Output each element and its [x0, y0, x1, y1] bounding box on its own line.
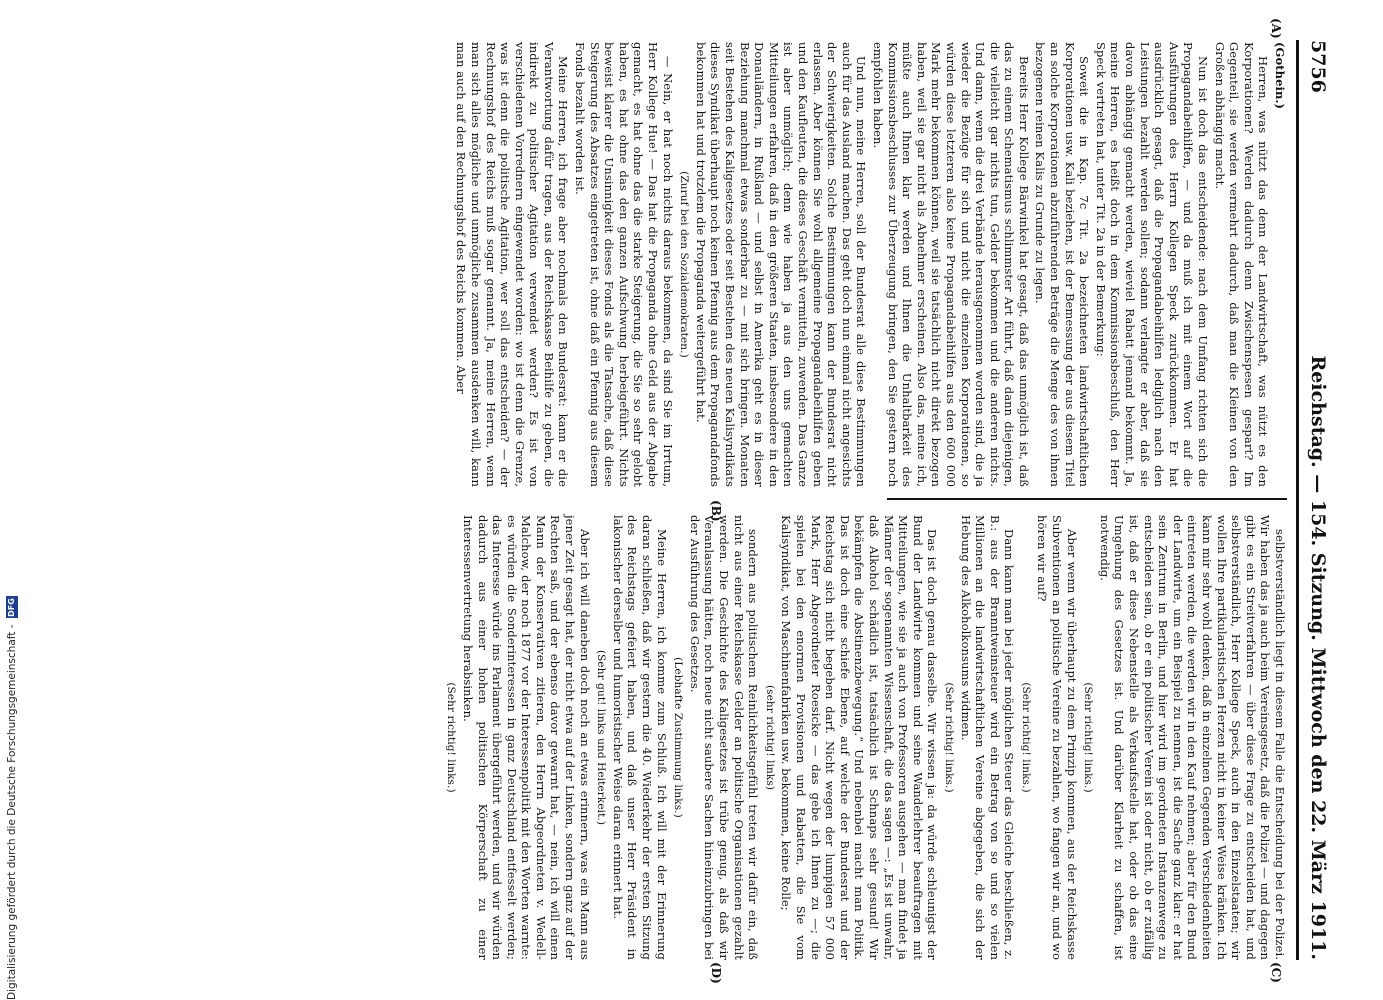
- paragraph: Aber ich will daneben doch noch an etwas erinnern, was ein Mann aus jener Zeit gesagt hat, der nicht etwa auf der Linken, sondern ganz auf der Rechten saß, und der ebenso davor gewarnt hat, — nein, ich will einen Mann der Konservativen zitieren, den Herrn Abgeordneten v. Wedell-Malchow, der noch 1877 vor der Interessenpolitik mit den Worten warnte: es würden die Sonderinteressen in ganz Deutschland entfesselt werden; das Interesse würde ins Parlament übergeführt werden, und wir würden dadurch aus einer hohen politischen Körperschaft zu einer Interessenvertretung herabsinken.: [460, 515, 592, 960]
- paragraph: Aber wenn wir überhaupt zu dem Prinzip kommen, aus der Reichskasse Subventionen an politische Vereine zu bezahlen, wo fangen wir an, und wo hören wir auf?: [1035, 515, 1079, 960]
- paragraph: selbstverständlich liegt in diesem Falle die Entscheidung bei der Polizei. Wir haben das ja auch beim Vereinsgesetz, daß die Polizei — und dagegen gibt es ein Streitverfahren — über diese Frage zu entscheiden hat, und selbstverständlich, Herr Kollege Speck, auch in den Einzelstaaten; wir wollen Ihre partikularistischen Herzen nicht in keiner Weise kränken. Ich kann mir sehr wohl denken, daß in einzelnen Gegenden Verschiedenheiten eintreten werden, die werden wir in den Kauf nehmen; aber für den Bund der Landwirte, um ein Beispiel zu nennen, ist die Sache ganz klar: er hat sein Zentrum in Berlin, und hier wird im geordneten Instanzenwege zu entscheiden sein, ob er ein politischer Verein ist oder nicht, ob er zufällig ist, daß er diese Nebenstelle als Verkaufsstelle hat, oder ob das eine Umgehung des Gesetzes ist. Und darüber Klarheit zu schaffen, ist notwendig.: [1097, 515, 1287, 960]
- paragraph: Bereits Herr Kollege Bärwinkel hat gesagt, daß das unmöglich ist, daß das zu einem Schematismus schlimmster Art führt, daß dann diejenigen, die vielleicht gar nichts tun, Gelder bekommen und die anderen nichts. Und dann, wenn die drei Verbände herausgenommen worden sind, die ja wieder die Bezüge für sich und nicht die einzelnen Korporationen, so würden diese letzteren also keine Propagandabeihilfen aus den 600 000 Mark mehr bekommen können, weil sie tatsächlich nicht direkt bezogen haben, weil sie gar nicht als Abnehmer erscheinen. Also das, meine ich, müßte auch Ihnen klar werden und Ihnen die Unhaltbarkeit des Kommissionsbeschlusses zur Überzeugung bringen, den Sie gestern noch empfohlen haben.: [870, 42, 1031, 487]
- interjection: (Sehr richtig! links.): [1019, 682, 1032, 793]
- paragraph: Nun ist doch das entscheidende: nach dem Umfang richten sich die Propagandabeihilfen, — und da muß ich mit einem Wort auf die Ausführungen des Herrn Kollegen Speck zurückkommen. Er hat ausdrücklich gesagt, daß die Propagandabeihilfen lediglich nach den Leistungen bezahlt werden sollen; sodann verlangte er aber, daß sie davon abhängig gemacht werden, wieviel Rabatt jemand bekommt. Ja, meine Herren, es heißt doch in dem Kommissionsbeschluß, den Herr Speck vertreten hat, unter Tit. 2a in der Bemerkung:: [1093, 42, 1211, 487]
- credit-text: Digitalisierung gefördert durch die Deutsche Forschungsgemeinschaft -: [6, 624, 18, 1000]
- interjection: (Sehr gut! links und Heiterkeit.): [595, 649, 608, 826]
- paragraph: Meine Herren, ich frage aber nochmals den Bundesrat: kann er die Verantwortung dafür tragen, aus der Reichskasse Beihilfe zu geben, die indirekt zu politischer Agitation verwendet werden? Es ist von verschiedenen Vorrednern eingewendet worden: wo ist denn die Grenze, was ist denn die politische Agitation, wer soll das entscheiden? — der Rechnungshof des Reichs muß sogar genannt. Ja, meine Herren, wenn man sich alles mögliche und unmögliche zusammen ausdenken will, kann man auch auf den Rechnungshof des Reichs kommen. Aber: [454, 42, 571, 487]
- dfg-logo: DFG: [7, 598, 16, 617]
- margin-letter-c: (C): [1269, 962, 1283, 983]
- margin-letter-a: (A): [1269, 18, 1283, 39]
- interjection: (Lebhafte Zustimmung links.): [672, 657, 685, 818]
- paragraph: Meine Herren, ich komme zum Schluß. Ich will mit der Erinnerung daran schließen, daß wir gestern die 40. Wiederkehr der ersten Sitzung des Reichstags gefeiert haben, und daß unser Herr Präsident in lakonischer derselber und humoristischer Weise daran erinnert hat.: [610, 515, 669, 960]
- paragraph: Das ist doch genau dasselbe. Wir wissen ja: da würde schleunigst der Bund der Landwirte kommen und seine Wanderlehrer beauftragen mit Mitteilungen, wie sie ja auch von Professoren ausgehen — man findet ja Männer der sogenannten Wissenschaft, die das sagen —: „Es ist unwahr, daß Alkohol schädlich ist, tatsächlich ist Schnaps sehr gesund! Wir bekämpfen die Abstinenzbewegung.“ Und nebenbei macht man Politik. Das ist doch eine schiefe Ebene, auf welche der Bundesrat und der Reichstag sich nicht begeben darf. Nicht wegen der lumpigen 57 000 Mark, Herr Abgeordneter Roesicke — das gebe ich Ihnen zu —; die spielen bei den enormen Provisionen und Rabatten, die Sie vom Kalisyndikat, von Maschinenfabriken usw. bekommen, keine Rolle;: [779, 515, 940, 960]
- interjection: (Sehr richtig! links.): [1082, 682, 1095, 793]
- left-column: [452, 42, 1287, 487]
- rotated-page-content: [65, 0, 1383, 1000]
- paragraph: sondern aus politischem Reinlichkeitsgefühl treten wir dafür ein, daß nicht aus einer Reichskasse Gelder an politische Organisationen gezahlt werden. Die Geschichte des Kaligesetzes ist trübe genug, als daß wir Veranlassung hätten, noch neue nicht saubere Sachen hineinzubringen bei der Ausführung des Gesetzes.: [687, 515, 761, 960]
- page-header: [1303, 40, 1333, 960]
- interjection: (Sehr richtig! links.): [942, 682, 955, 793]
- digitization-credit: [4, 0, 20, 1000]
- speaker-name: (Gothein.): [1273, 42, 1287, 110]
- paragraph: Dann kann man bei jeder möglichen Steuer das Gleiche beschließen, z. B.: aus der Branntweinsteuer wird ein Betrag von so und so vielen Millionen an die landwirtschaftlichen Vereine abgegeben, die sich der Hebung des Alkoholkonsums widmen.: [958, 515, 1017, 960]
- interjection: (Sehr richtig! links.): [445, 682, 458, 793]
- page-number: 5756: [1307, 40, 1329, 93]
- quoted-paragraph: Soweit die in Kap. 7c Tit. 2a bezeichneten landwirtschaftlichen Korporationen usw. Kali beziehen, ist der Bemessung der aus diesem Titel an solche Korporationen abzuführenden Beträge die Menge des von ihnen bezogenen reinen Kalis zu Grunde zu legen.: [1033, 42, 1092, 487]
- header-rule: [1296, 40, 1299, 960]
- paragraph: Und nun, meine Herren, soll der Bundesrat alle diese Bestimmungen auch für das Ausland machen. Das geht doch nun einmal nicht angesichts der Schwierigkeiten. Solche Bestimmungen kann der Bundesrat nicht erlassen. Aber können Sie wohl allgemeine Propagandabeihilfen geben und den Kaufleuten, die dieses Geschäft vermitteln, zuwenden. Das Ganze ist aber unmöglich; denn wie haben ja aus den uns gemachten Mitteilungen erfahren, daß in den größeren Staaten, insbesondere in den Donauländern, in Rußland — und selbst in Amerika geht es in dieser Beziehung manchmal etwas sonderbar zu — mit sich bringen. Monaten seit Bestehen des Kaligesetzes oder seit Bestehen des neuen Kalisyndikats dieses Syndikat überhaupt noch keinen Pfennig aus dem Propagandafonds bekommen hat und trotzdem die Propaganda weitergeführt hat.: [693, 42, 869, 487]
- right-column: [442, 515, 1287, 960]
- margin-letter-d: (D): [709, 962, 723, 984]
- column-divider: [887, 498, 1287, 500]
- interjection: (Zuruf bei den Sozialdemokraten.): [678, 171, 691, 358]
- interjection: (sehr richtig! links): [763, 684, 776, 791]
- page-title: Reichstag. — 154. Sitzung. Mittwoch den 22. März 1911.: [1307, 355, 1329, 960]
- paragraph: Herren, was nützt das denn der Landwirtschaft, was nützt es den Korporationen? Werden dadurch denn Zwischenspesen gespart? Im Gegenteil, sie werden vermehrt dadurch, daß man die Kleinen von den Großen abhängig macht.: [1212, 42, 1271, 487]
- paragraph: — Nein, er hat noch nichts daraus bekommen, da sind Sie im Irrtum, Herr Kollege Hue! — Das hat die Propaganda ohne Geld aus der Abgabe gemacht, es hat ohne das die starke Steigerung, die Sie so sehr gelobt haben, es hat ohne das den ganzen Aufschwung herbeigeführt. Nichts beweist klarer die Unsinnigkeit dieses Fonds als die Tatsache, daß diese Steigerung des Absatzes eingetreten ist, ohne daß ein Pfennig aus diesem Fonds bezahlt worden ist.: [573, 42, 675, 487]
- margin-letter-b: (B): [709, 500, 723, 522]
